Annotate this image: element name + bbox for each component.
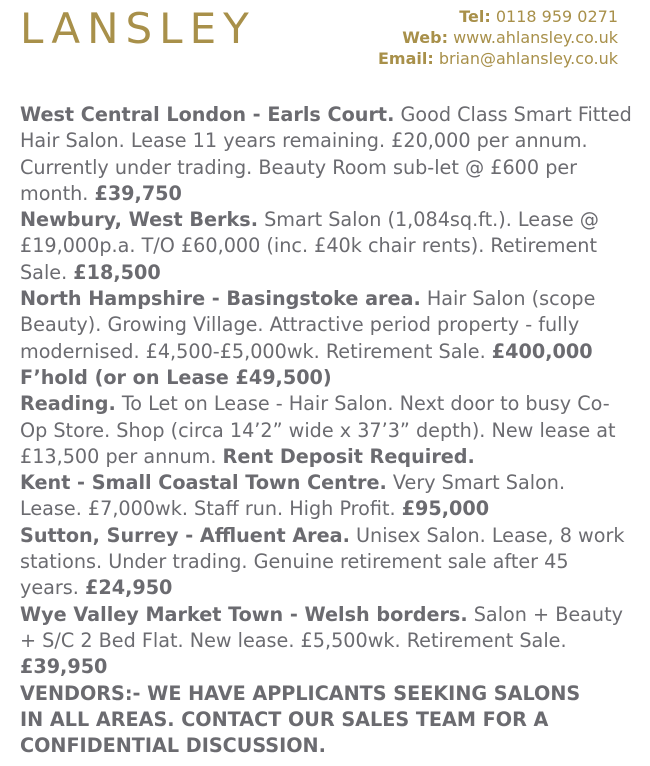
phone-label: Tel: bbox=[459, 7, 491, 26]
listing bbox=[20, 207, 632, 286]
listing bbox=[20, 102, 632, 207]
listing-details: Unisex Salon. Lease, 8 work stations. Under trading. Genuine retirement sale after 45 years. bbox=[20, 523, 625, 600]
listing-price: £18,500 bbox=[73, 260, 161, 284]
website-link[interactable]: www.ahlansley.co.uk bbox=[453, 28, 618, 47]
listing-details: Hair Salon (scope Beauty). Growing Village. Attractive period property - fully modernised. £4,500-£5,000wk. Retirement Sale. bbox=[20, 287, 596, 363]
vendors-line: VENDORS:- WE HAVE APPLICANTS SEEKING SALONS bbox=[20, 681, 581, 705]
listing bbox=[20, 391, 632, 470]
listing bbox=[20, 523, 632, 602]
header bbox=[0, 0, 650, 90]
listing-details: To Let on Lease - Hair Salon. Next door to busy Co-Op Store. Shop (circa 14’2” wide x 37’3” depth). New lease at £13,500 per annum. bbox=[20, 392, 616, 468]
phone-number[interactable]: 0118 959 0271 bbox=[495, 7, 618, 26]
contact-block bbox=[378, 6, 618, 69]
listing-location: Sutton, Surrey - Affluent Area. bbox=[20, 523, 350, 547]
email-line bbox=[378, 48, 618, 69]
listing-details: Good Class Smart Fitted Hair Salon. Lease 11 years remaining. £20,000 per annum. Currently under trading. Beauty Room sub-let @ £600 per month. bbox=[20, 103, 632, 205]
listing-price: £95,000 bbox=[401, 497, 490, 521]
listing-price: Rent Deposit Required. bbox=[222, 444, 475, 468]
listing-price: £39,950 bbox=[20, 655, 108, 679]
listing-location: Reading. bbox=[20, 392, 116, 416]
vendors-line: CONFIDENTIAL DISCUSSION. bbox=[20, 734, 326, 758]
listing-location: West Central London - Earls Court. bbox=[20, 103, 395, 126]
salon-listings bbox=[20, 102, 632, 759]
vendors-notice bbox=[20, 681, 632, 760]
web-label: Web: bbox=[402, 28, 448, 47]
listing-location: Kent - Small Coastal Town Centre. bbox=[20, 471, 387, 495]
company-logo: LANSLEY bbox=[20, 4, 256, 53]
listing-price: £24,950 bbox=[85, 576, 173, 600]
listing-details: Smart Salon (1,084sq.ft.). Lease @ £19,000p.a. T/O £60,000 (inc. £40k chair rents). Retirement Sale. bbox=[20, 208, 599, 284]
listing-price: £400,000 F’hold (or on Lease £49,500) bbox=[20, 339, 593, 389]
email-link[interactable]: brian@ahlansley.co.uk bbox=[438, 49, 618, 68]
listing-details: Salon + Beauty + S/C 2 Bed Flat. New lease. £5,500wk. Retirement Sale. bbox=[20, 602, 623, 652]
vendors-line: IN ALL AREAS. CONTACT OUR SALES TEAM FOR A bbox=[20, 707, 549, 731]
email-label: Email: bbox=[377, 49, 434, 68]
listing-price: £39,750 bbox=[94, 181, 182, 205]
listing bbox=[20, 286, 632, 391]
listing-location: Wye Valley Market Town - Welsh borders. bbox=[20, 602, 468, 626]
listing bbox=[20, 470, 632, 523]
listing-location: North Hampshire - Basingstoke area. bbox=[20, 287, 421, 311]
web-line bbox=[378, 27, 618, 48]
listing bbox=[20, 602, 632, 681]
phone-line bbox=[378, 6, 618, 27]
listing-details: Very Smart Salon. Lease. £7,000wk. Staff run. High Profit. bbox=[20, 471, 566, 521]
listing-location: Newbury, West Berks. bbox=[20, 208, 258, 232]
